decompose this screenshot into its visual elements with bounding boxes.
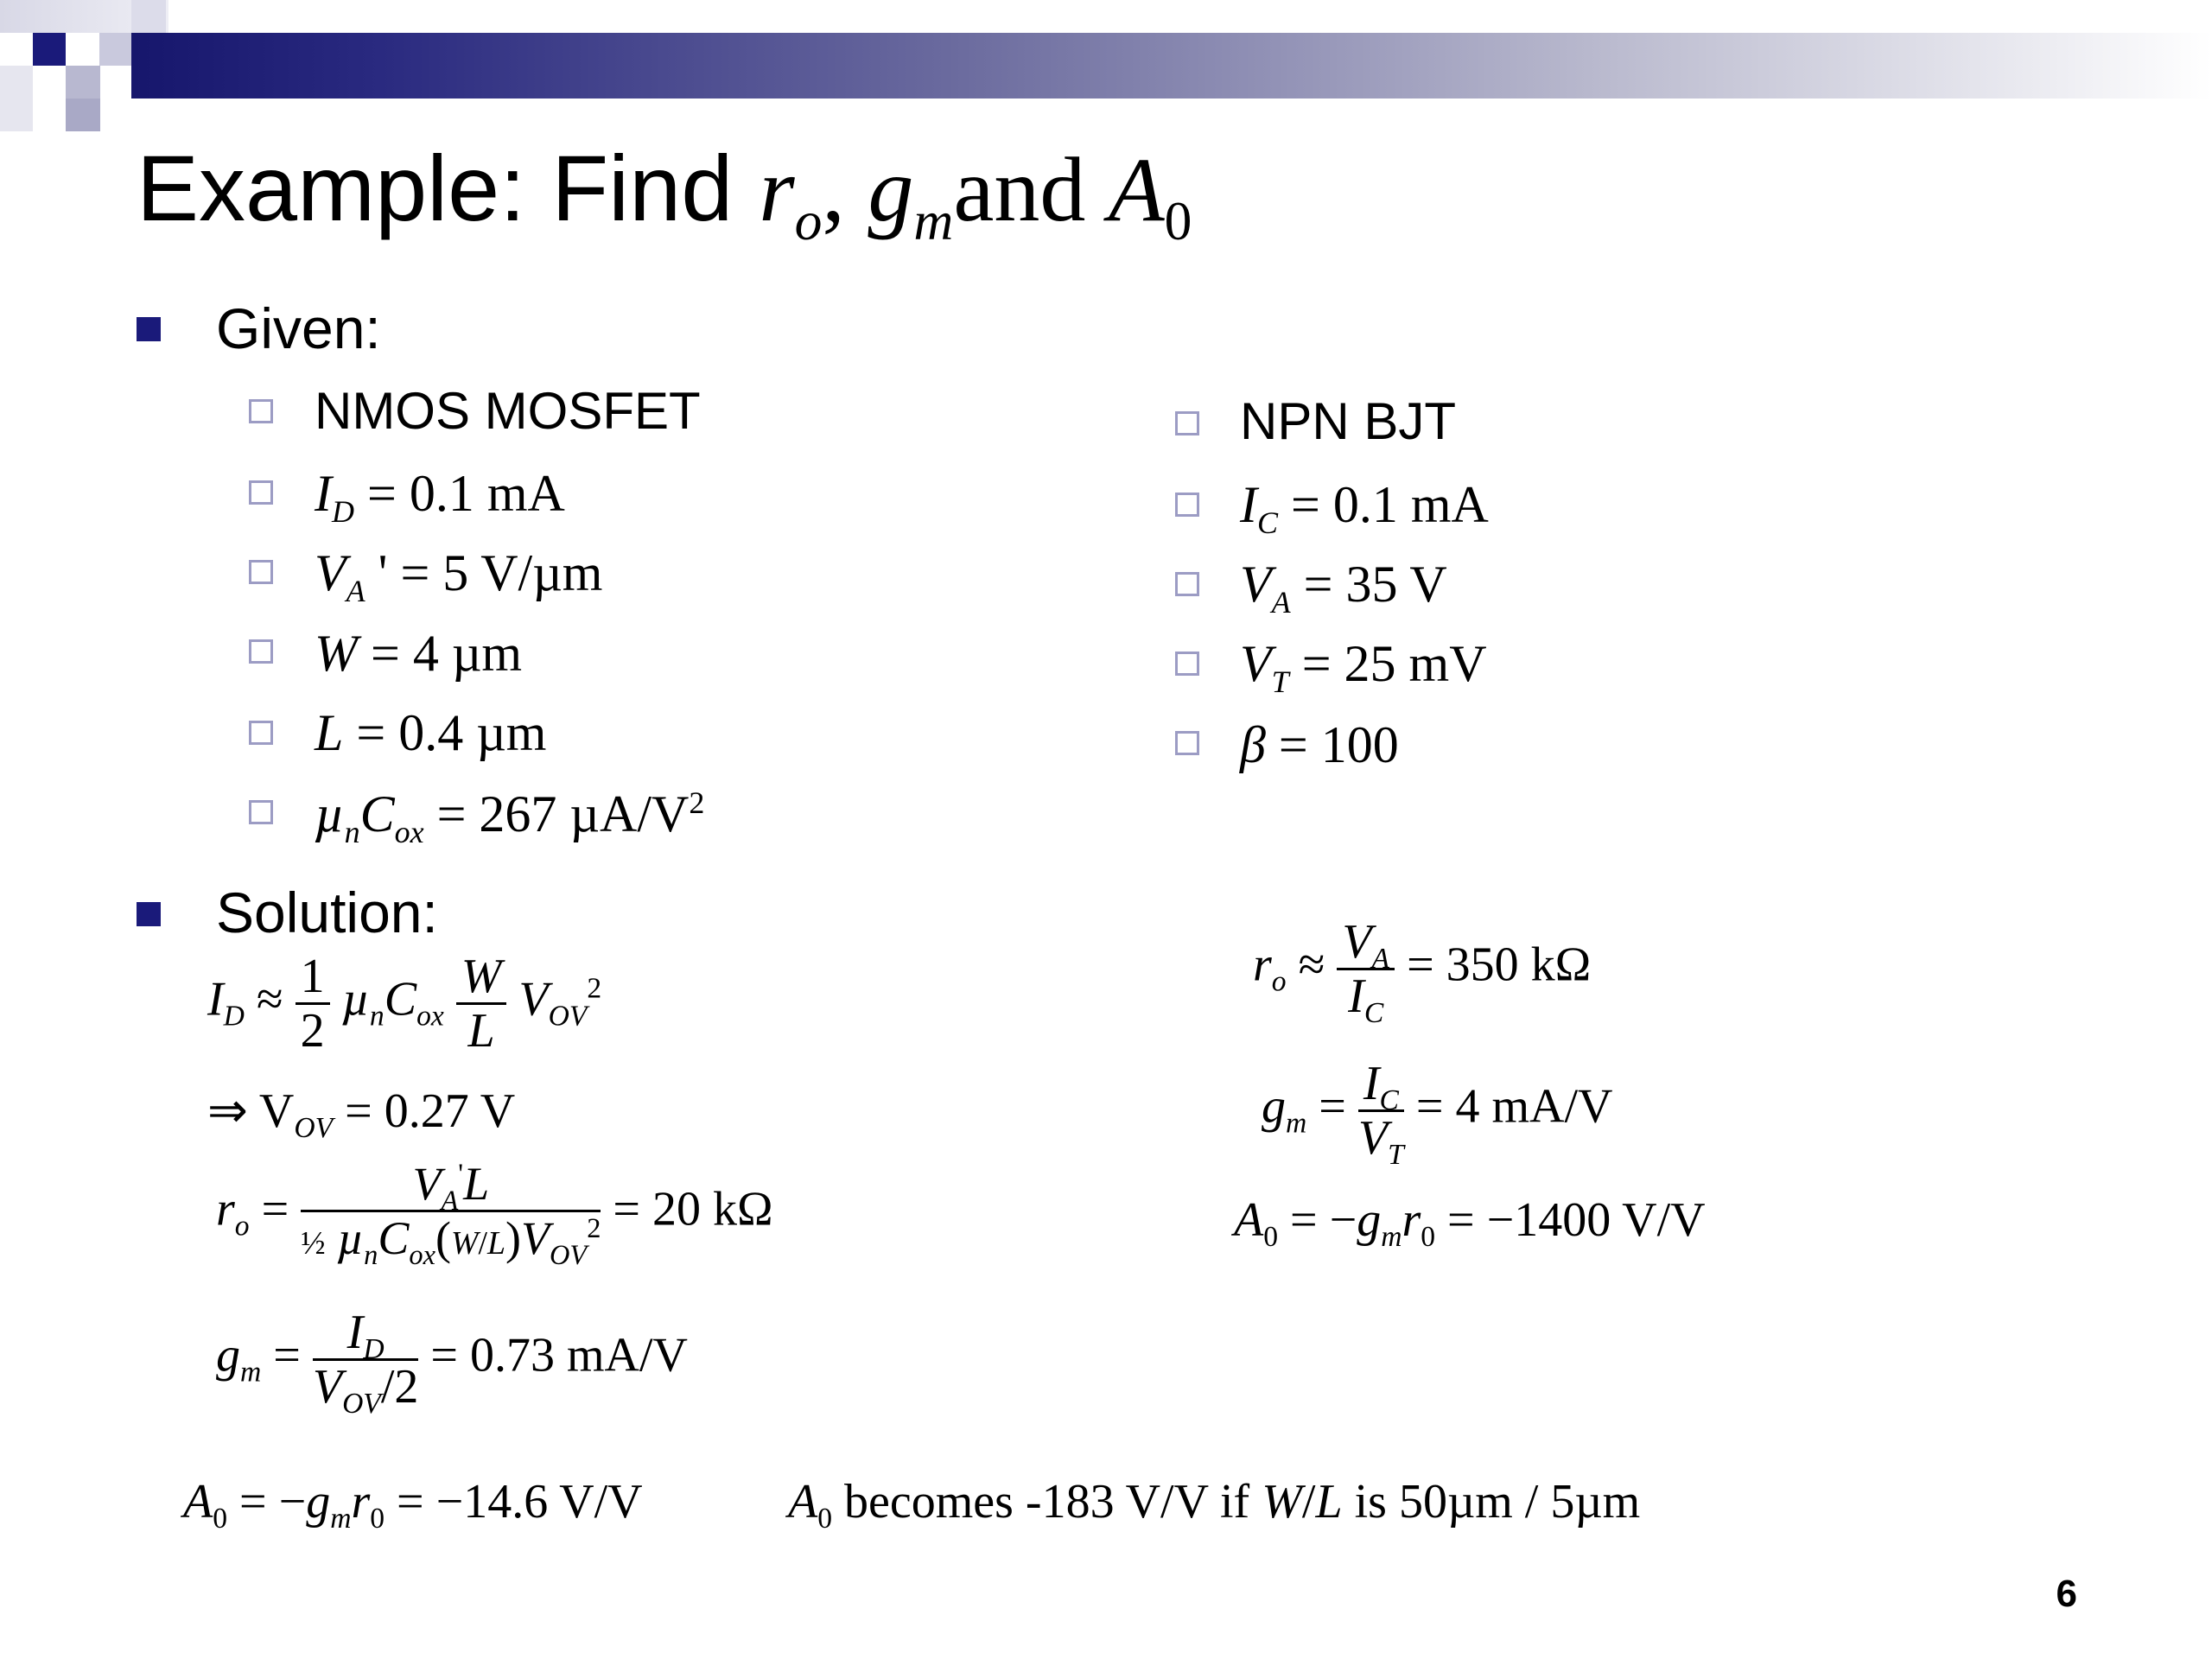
ro-bjt-equation: $r_o$ ≈ $\frac{V_A}{I_C}$ = 350 kΩ bbox=[1253, 915, 1592, 1030]
header-gradient-bar bbox=[131, 33, 2212, 99]
checkbox-bullet-icon bbox=[1175, 572, 1199, 596]
checkbox-bullet-icon bbox=[1175, 411, 1199, 435]
nmos-item: $\mu_nC_{ox} = 267$ $\mu A/V^2$ bbox=[315, 785, 705, 849]
ro-bjt-value: = 350 kΩ bbox=[1407, 938, 1592, 992]
nmos-item: $V_A$ ' = 5 V/µm bbox=[315, 544, 603, 608]
deco-square bbox=[0, 66, 33, 131]
bullet-icon bbox=[137, 317, 161, 341]
solution-label: Solution: bbox=[216, 880, 438, 944]
checkbox-bullet-icon bbox=[249, 480, 273, 505]
checkbox-bullet-icon bbox=[1175, 731, 1199, 755]
a0-bjt-value: = −1400 V/V bbox=[1447, 1193, 1706, 1247]
checkbox-bullet-icon bbox=[249, 399, 273, 423]
bjt-header: NPN BJT bbox=[1240, 392, 1457, 450]
ro-mos-equation: $r_o$ = $\frac{V_A'L}{\frac{1}{2} \mu_nC_{ox}(W/L)V_{OV}^2}$ = 20 kΩ bbox=[216, 1158, 773, 1271]
checkbox-bullet-icon bbox=[249, 721, 273, 745]
gm-mos-equation: $g_m$ = $\frac{I_D}{V_{OV}/2}$ = 0.73 mA/V bbox=[216, 1306, 688, 1421]
implies-vov: ⇒ V bbox=[207, 1084, 295, 1138]
gm-bjt-equation: $g_m$ = $\frac{I_C}{V_T}$ = 4 mA/V bbox=[1262, 1057, 1613, 1172]
checkbox-bullet-icon bbox=[1175, 493, 1199, 517]
deco-square bbox=[66, 99, 100, 131]
checkbox-bullet-icon bbox=[249, 800, 273, 824]
bjt-item: $V_A = 35$ V bbox=[1240, 556, 1447, 620]
note-prefix: becomes -183 V/V if bbox=[844, 1475, 1250, 1529]
nmos-item: W = 4 µm bbox=[315, 625, 523, 682]
a0-mos-equation: $A_0 = -g_mr_0 = -14.6$ V/V bbox=[183, 1475, 643, 1535]
ro-mos-value: = 20 kΩ bbox=[613, 1182, 773, 1236]
a0-mos-value: = −14.6 V/V bbox=[397, 1475, 643, 1529]
vov-equation: ⇒ $V_{OV} = 0.27$ V bbox=[207, 1084, 516, 1145]
deco-square bbox=[99, 33, 134, 66]
deco-square bbox=[33, 33, 66, 66]
checkbox-bullet-icon bbox=[249, 560, 273, 584]
a0-bjt-equation: $A_0 = -g_mr_0 = -1400$ V/V bbox=[1234, 1193, 1706, 1254]
id-equation: $I_D$ ≈ $\frac{1}{2}$ $\mu_nC_{ox}$ $\frac{W}{L}$ $V_{OV}^2$ bbox=[207, 950, 602, 1058]
given-label: Given: bbox=[216, 296, 381, 360]
slide-title bbox=[137, 128, 1192, 251]
a0-note: $A_0$ becomes -183 V/V if W/L is 50µm / 5µm bbox=[788, 1475, 1641, 1535]
bjt-item: $V_T = 25$ mV bbox=[1240, 635, 1487, 699]
nmos-item: L = 0.4 µm bbox=[315, 704, 547, 761]
bullet-icon bbox=[137, 902, 161, 926]
gm-bjt-value: = 4 mA/V bbox=[1415, 1079, 1613, 1134]
checkbox-bullet-icon bbox=[1175, 652, 1199, 676]
deco-square bbox=[131, 0, 166, 33]
bjt-item: $I_C = 0.1$ mA bbox=[1240, 476, 1489, 540]
title-math: $r_o$, $g_mand$ $A_0$ bbox=[759, 139, 1192, 252]
nmos-item: $I_D = 0.1$ mA bbox=[315, 465, 565, 529]
note-suffix: is 50µm / 5µm bbox=[1354, 1475, 1641, 1529]
gm-mos-value: = 0.73 mA/V bbox=[430, 1328, 688, 1382]
page-number: 6 bbox=[2056, 1573, 2077, 1615]
vov-value: = 0.27 V bbox=[345, 1084, 516, 1138]
checkbox-bullet-icon bbox=[249, 639, 273, 664]
bjt-item: β = 100 bbox=[1240, 716, 1399, 773]
title-prefix: Example: Find bbox=[137, 136, 734, 240]
deco-square bbox=[66, 66, 100, 99]
nmos-header: NMOS MOSFET bbox=[315, 382, 701, 440]
